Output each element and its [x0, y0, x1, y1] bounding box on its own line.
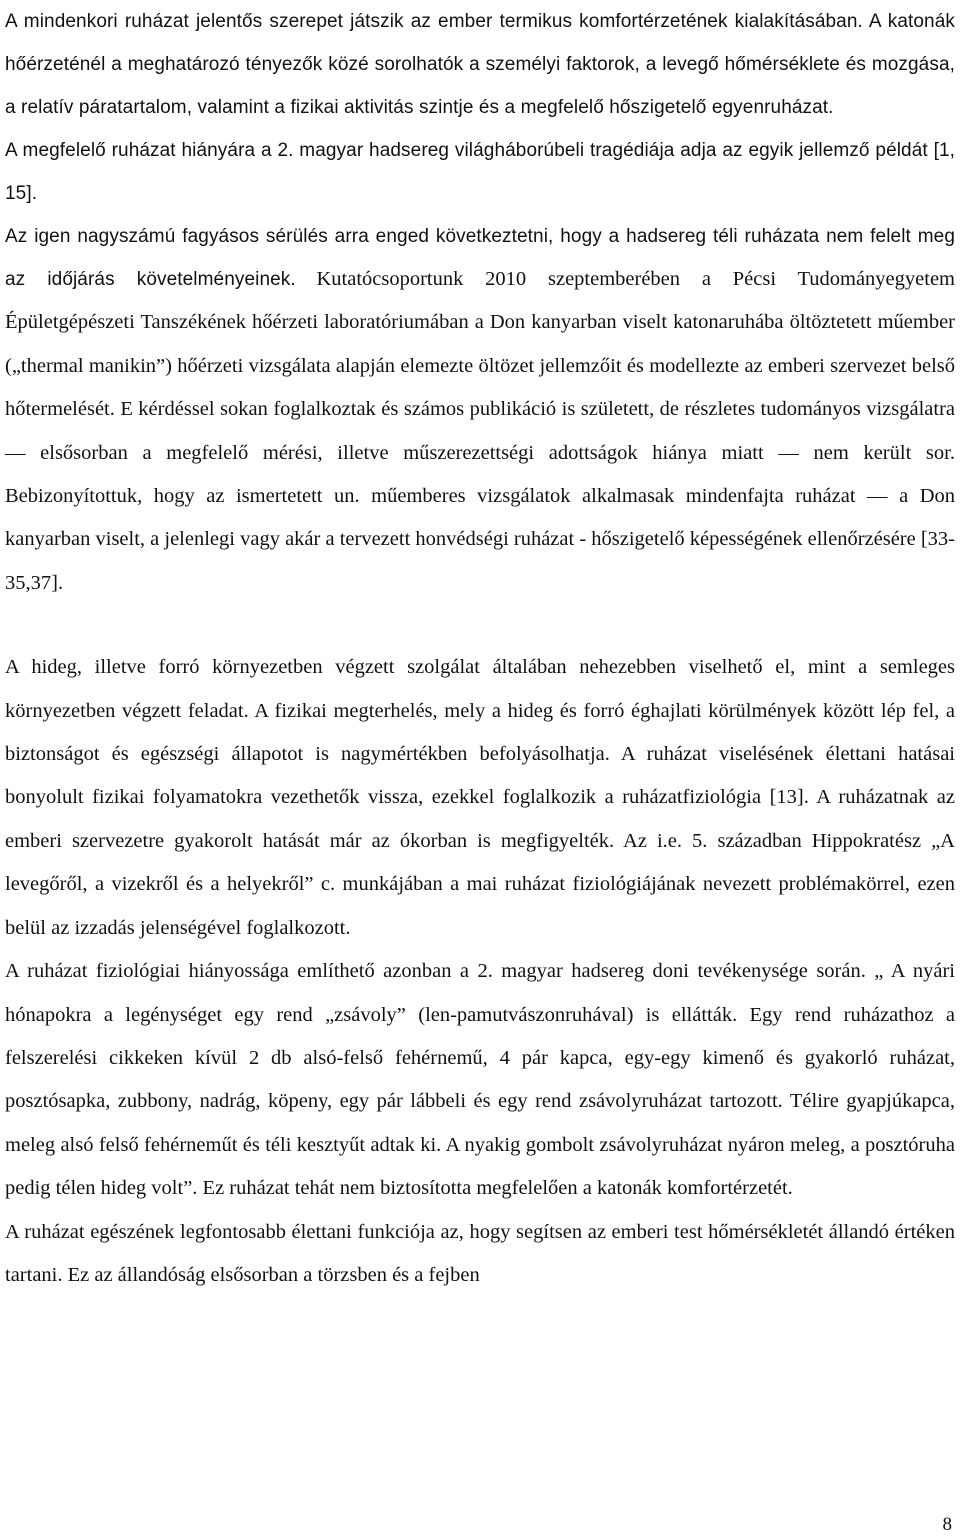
paragraph-body-temperature: A ruházat egészének legfontosabb élettani funkciója az, hogy segítsen az emberi test hőmérsékletét állandó értéken tartani. Ez az állandóság elsősorban a törzsben és a fejben: [5, 1220, 955, 1286]
paragraph-manikin-study: [5, 215, 955, 605]
page-number: 8: [942, 1514, 952, 1535]
paragraph-hungarian-army-example: A megfelelő ruházat hiányára a 2. magyar hadsereg világháborúbeli tragédiája adja az egyik jellemző példát [1, 15].: [5, 140, 955, 204]
paragraph-manikin-study-sans-part: Az igen nagyszámú fagyásos sérülés arra enged következtetni, hogy a hadsereg téli ruházata nem felelt meg az időjárás követelményeinek.: [5, 226, 955, 290]
paragraph-clothing-physiology: A hideg, illetve forró környezetben végzett szolgálat általában nehezebben viselhető el, mint a semleges környezetben végzett feladat. A fizikai megterhelés, mely a hideg és forró éghajlati körülmények között lép fel, a biztonságot és egészségi állapotot is nagymértékben befolyásolhatja. A ruházat viselésének élettani hatásai bonyolult fizikai folyamatokra vezethetők vissza, ezekkel foglalkozik a ruházatfiziológia [13]. A ruházatnak az emberi szervezetre gyakorolt hatását már az ókorban is megfigyelték. Az i.e. 5. században Hippokratész „A levegőről, a vizekről és a helyekről” c. munkájában a mai ruházat fiziológiájának nevezett problémakörrel, ezen belül az izzadás jelenségével foglalkozott.: [5, 656, 955, 939]
document-body: [5, 0, 955, 1297]
paragraph-clothing-comfort: A mindenkori ruházat jelentős szerepet játszik az ember termikus komfortérzetének kialakításában. A katonák hőérzeténél a meghatározó tényezők közé sorolhatók a személyi faktorok, a levegő hőmérséklete és mozgása, a relatív páratartalom, valamint a fizikai aktivitás szintje és a megfelelő hőszigetelő egyenruházat.: [5, 11, 955, 118]
paragraph-manikin-study-serif-part: Kutatócsoportunk 2010 szeptemberében a Pécsi Tudományegyetem Épületgépészeti Tanszékének hőérzeti laboratóriumában a Don kanyarban viselt katonaruhába öltöztetett műember („thermal manikin”) hőérzeti vizsgálata alapján elemezte öltözet jellemzőit és modellezte az emberi szervezet belső hőtermelését. E kérdéssel sokan foglalkoztak és számos publikáció is született, de részletes tudományos vizsgálatra — elsősorban a megfelelő mérési, illetve műszerezettségi adottságok hiánya miatt — nem került sor. Bebizonyítottuk, hogy az ismertetett un. műemberes vizsgálatok alkalmasak mindenfajta ruházat — a Don kanyarban viselt, a jelenlegi vagy akár a tervezett honvédségi ruházat - hőszigetelő képességének ellenőrzésére [33-35,37].: [5, 268, 955, 594]
paragraph-don-equipment: A ruházat fiziológiai hiányossága említhető azonban a 2. magyar hadsereg doni tevékenysége során. „ A nyári hónapokra a legénységet egy rend „zsávoly” (len-pamutvászonruhával) is ellátták. Egy rend ruházathoz a felszerelési cikkeken kívül 2 db alsó-felső fehérnemű, 4 pár kapca, egy-egy kimenő és gyakorló ruházat, posztósapka, zubbony, nadrág, köpeny, egy pár lábbeli és egy rend zsávolyruházat tartozott. Télire gyapjúkapca, meleg alsó felső fehérneműt és téli kesztyűt adtak ki. A nyakig gombolt zsávolyruházat nyáron meleg, a posztóruha pedig télen hideg volt”. Ez ruházat tehát nem biztosította megfelelően a katonák komfortérzetét.: [5, 960, 955, 1200]
